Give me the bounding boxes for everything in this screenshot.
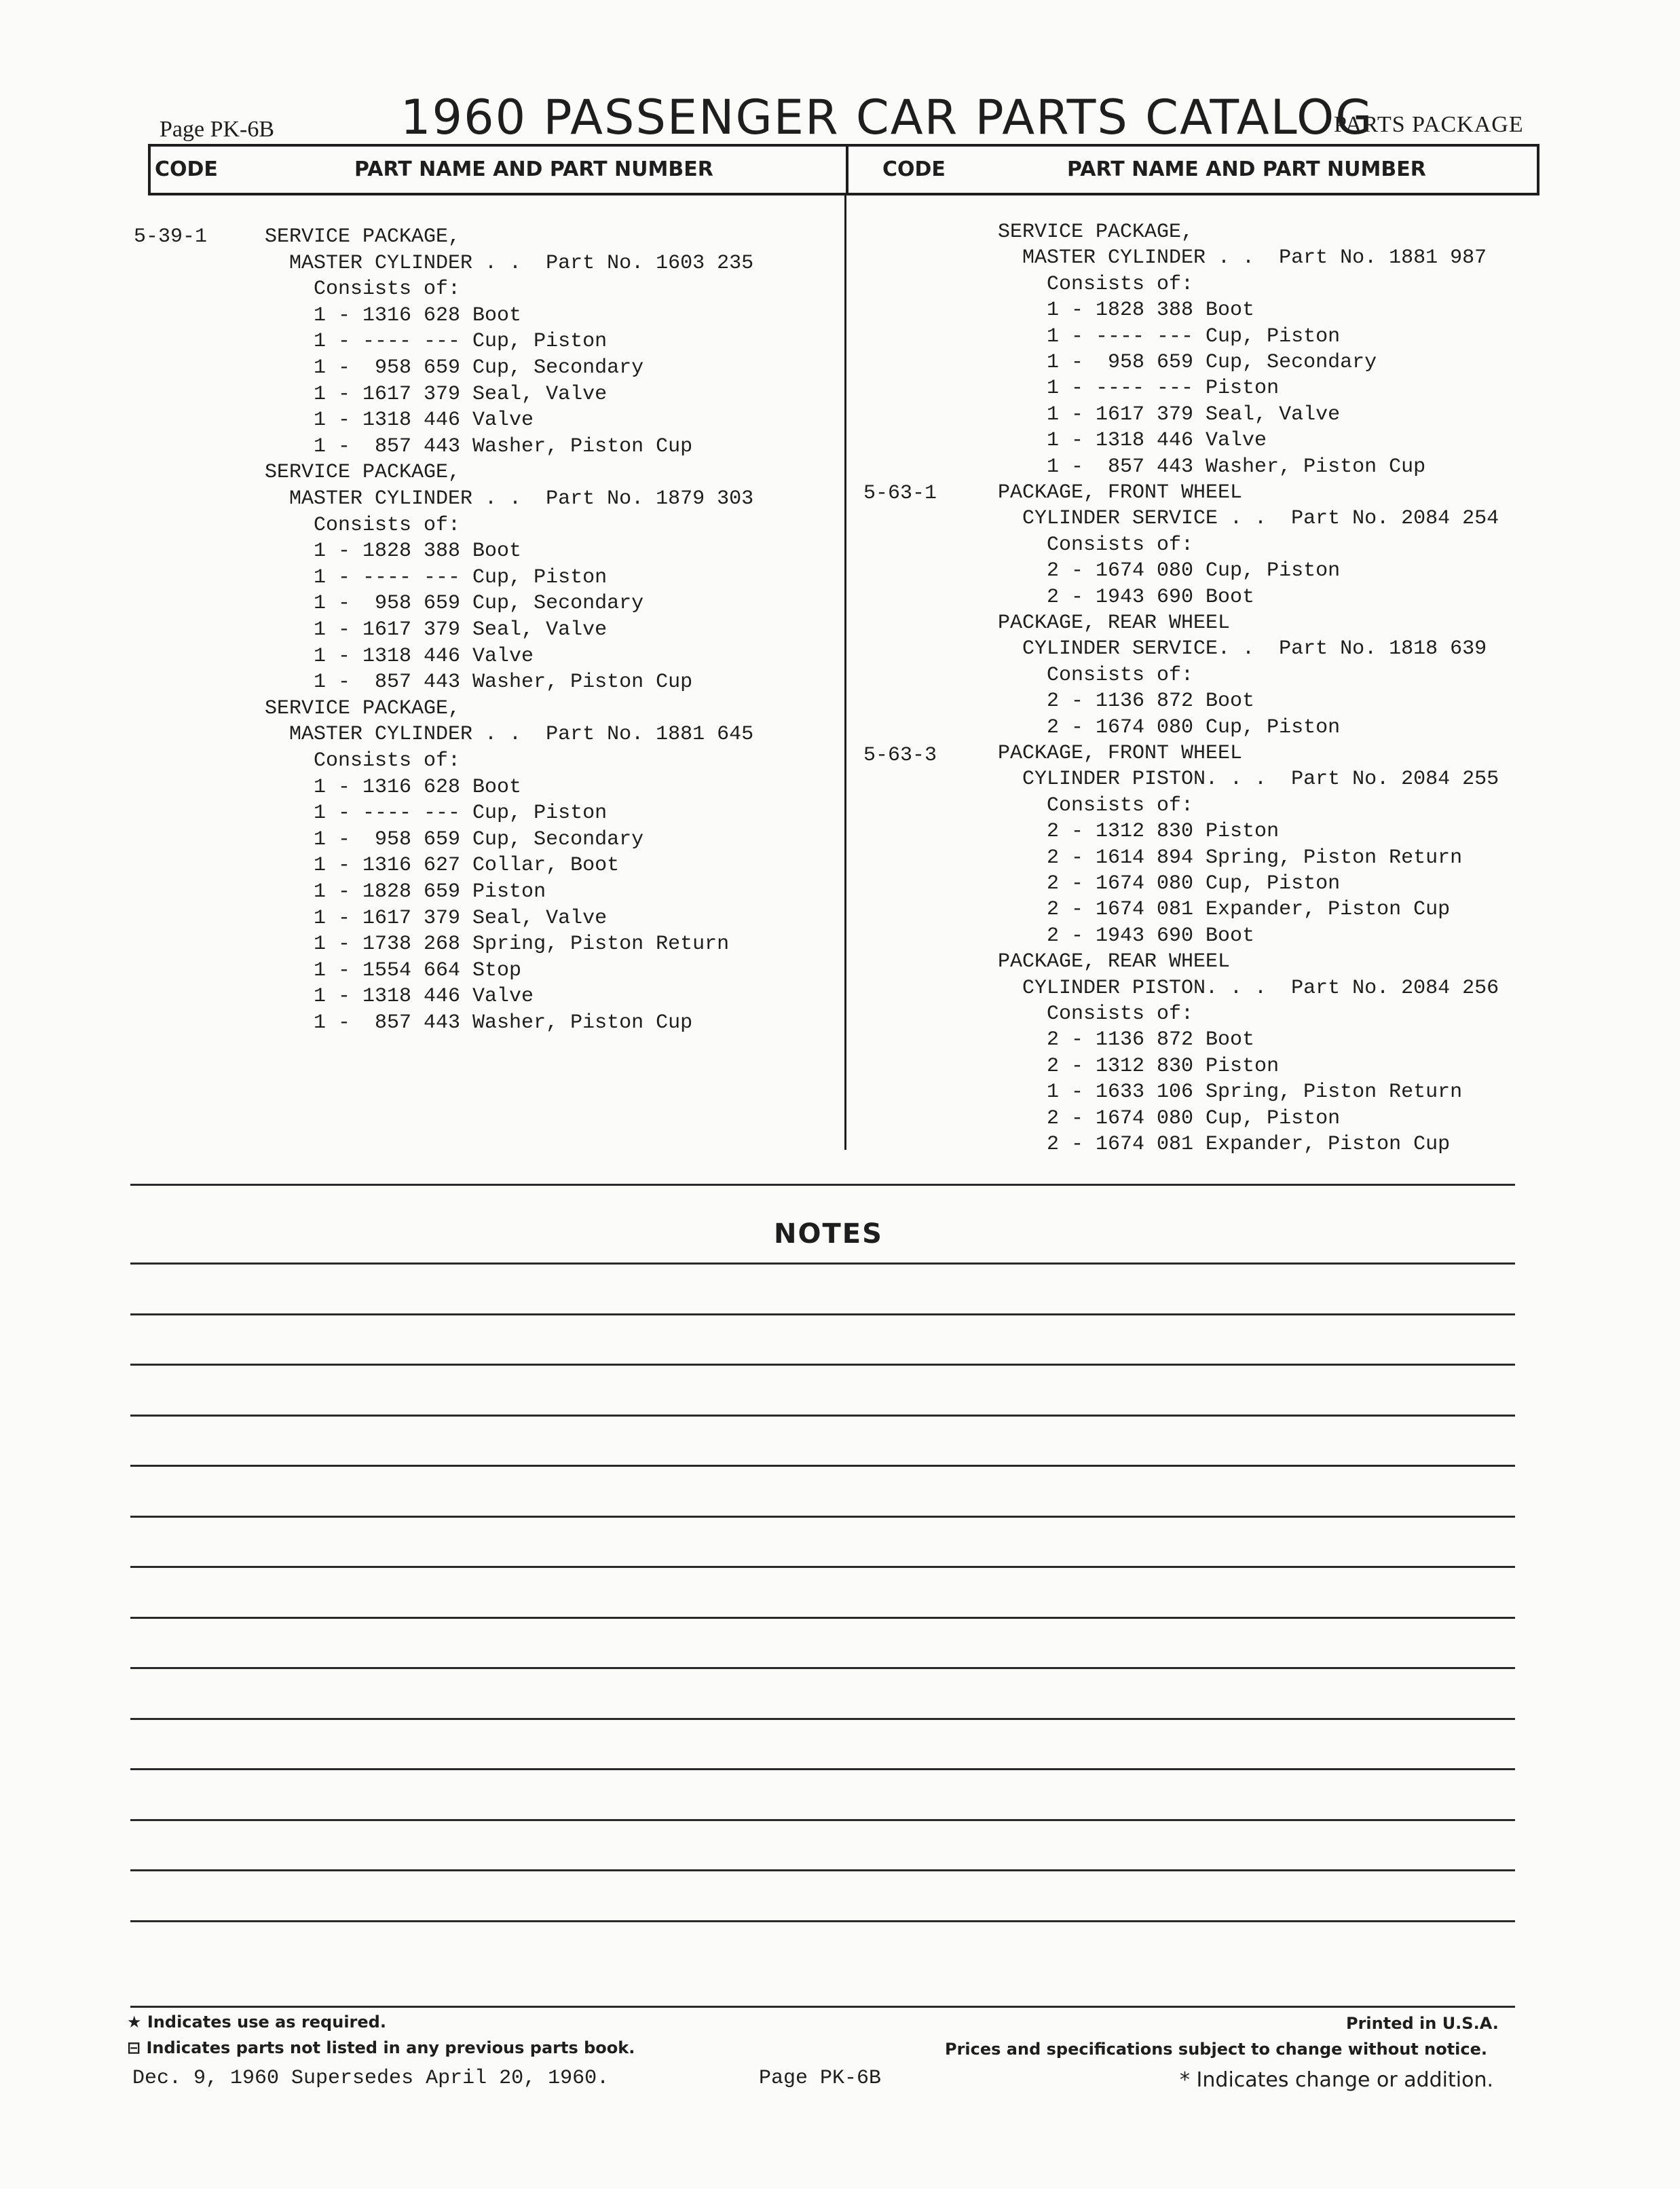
part-line: CYLINDER SERVICE. . Part No. 1818 639 [998,637,1487,661]
part-line: 1 - 1318 446 Valve [998,429,1267,453]
part-line: 1 - 1316 628 Boot [265,775,522,799]
part-line: PACKAGE, REAR WHEEL [998,950,1231,974]
part-line: 1 - 958 659 Cup, Secondary [265,356,644,379]
part-line: CYLINDER PISTON. . . Part No. 2084 256 [998,976,1499,1000]
table-header [148,144,1539,195]
part-line: 1 - 1828 388 Boot [265,540,522,563]
part-line: MASTER CYLINDER . . Part No. 1879 303 [265,487,754,510]
part-line: MASTER CYLINDER . . Part No. 1881 645 [265,723,754,747]
note-line [130,1617,1515,1619]
part-line: Consists of: [998,793,1194,817]
legend-star: ★ Indicates use as required. [127,2013,386,2032]
column-divider [844,195,846,1150]
part-line: 1 - 1617 379 Seal, Valve [265,906,608,930]
note-line [130,1364,1515,1366]
part-line: 2 - 1943 690 Boot [998,924,1255,948]
part-line: 1 - 1316 628 Boot [265,303,522,327]
code-cell: 5-39-1 [134,225,208,248]
part-line: 1 - 857 443 Washer, Piston Cup [265,671,693,694]
footer-page-label: Page PK-6B [759,2067,882,2090]
note-line [130,1262,1515,1265]
part-line: 1 - 958 659 Cup, Secondary [265,827,644,851]
part-line: 2 - 1674 080 Cup, Piston [998,715,1341,739]
note-line [130,1819,1515,1821]
section-label: PARTS PACKAGE [1334,112,1524,137]
part-line: 1 - 1318 446 Valve [265,985,534,1009]
note-line [130,1869,1515,1871]
part-line: 2 - 1614 894 Spring, Piston Return [998,846,1463,869]
notes-title: NOTES [774,1218,883,1250]
note-line [130,1313,1515,1315]
part-line: CYLINDER SERVICE . . Part No. 2084 254 [998,507,1499,531]
note-line [130,1516,1515,1518]
part-line: Consists of: [998,272,1194,296]
part-line: Consists of: [265,749,461,772]
part-line: 1 - 1617 379 Seal, Valve [265,382,608,406]
part-line: 1 - 1318 446 Valve [265,409,534,432]
part-line: SERVICE PACKAGE, [265,461,461,485]
part-line: MASTER CYLINDER . . Part No. 1881 987 [998,246,1487,270]
part-line: 2 - 1312 830 Piston [998,1054,1280,1078]
part-line: 1 - 1554 664 Stop [265,958,522,982]
part-line: SERVICE PACKAGE, [998,221,1194,244]
note-line [130,1718,1515,1720]
part-line: SERVICE PACKAGE, [265,225,461,248]
part-line: Consists of: [998,663,1194,687]
part-name-header-right: PART NAME AND PART NUMBER [1067,157,1426,181]
part-line: 2 - 1136 872 Boot [998,1028,1255,1052]
header-divider [846,147,848,195]
part-line: 2 - 1136 872 Boot [998,690,1255,713]
part-line: PACKAGE, FRONT WHEEL [998,742,1243,765]
code-header-left: CODE [155,157,218,181]
part-line: 1 - ---- --- Cup, Piston [265,802,608,825]
printed-in: Printed in U.S.A. [1346,2014,1499,2033]
part-line: 2 - 1674 080 Cup, Piston [998,559,1341,583]
note-line [130,1465,1515,1467]
notes-top-rule [130,1184,1515,1186]
part-line: 2 - 1943 690 Boot [998,585,1255,609]
page-title: 1960 PASSENGER CAR PARTS CATALOG [400,90,1374,145]
part-line: 2 - 1674 080 Cup, Piston [998,872,1341,895]
part-line: CYLINDER PISTON. . . Part No. 2084 255 [998,768,1499,791]
note-line [130,1667,1515,1669]
note-line [130,1920,1515,1922]
change-note: * Indicates change or addition. [1180,2068,1494,2092]
footer-rule [130,2006,1515,2008]
page-label: Page PK-6B [160,117,275,142]
part-line: 1 - 1617 379 Seal, Valve [998,403,1341,426]
part-line: 1 - ---- --- Cup, Piston [998,324,1341,348]
part-line: 1 - 1828 388 Boot [998,299,1255,322]
part-line: 1 - ---- --- Cup, Piston [265,565,608,589]
part-line: 1 - 857 443 Washer, Piston Cup [265,434,693,458]
part-line: Consists of: [998,1003,1194,1026]
part-line: Consists of: [265,513,461,537]
part-line: 1 - 1633 106 Spring, Piston Return [998,1081,1463,1104]
part-line: 1 - 1318 446 Valve [265,644,534,668]
part-line: Consists of: [998,533,1194,557]
part-line: 1 - ---- --- Cup, Piston [265,330,608,354]
part-line: 2 - 1674 080 Cup, Piston [998,1106,1341,1130]
note-line [130,1566,1515,1568]
part-line: PACKAGE, FRONT WHEEL [998,481,1243,504]
part-line: 2 - 1312 830 Piston [998,820,1280,844]
note-line [130,1768,1515,1770]
revision-date: Dec. 9, 1960 Supersedes April 20, 1960. [132,2067,610,2090]
part-line: 1 - 1828 659 Piston [265,880,546,903]
part-line: 1 - ---- --- Piston [998,377,1280,400]
part-line: 1 - 958 659 Cup, Secondary [998,351,1377,374]
part-line: 1 - 1738 268 Spring, Piston Return [265,933,730,956]
part-line: PACKAGE, REAR WHEEL [998,612,1231,635]
code-cell: 5-63-1 [863,482,937,505]
part-line: 2 - 1674 081 Expander, Piston Cup [998,898,1451,922]
legend-box: ⊟ Indicates parts not listed in any previous parts book. [127,2038,635,2057]
part-line: 1 - 1617 379 Seal, Valve [265,618,608,641]
prices-note: Prices and specifications subject to change without notice. [945,2040,1488,2059]
part-line: SERVICE PACKAGE, [265,696,461,720]
part-line: 2 - 1674 081 Expander, Piston Cup [998,1133,1451,1156]
note-line [130,1415,1515,1417]
part-line: MASTER CYLINDER . . Part No. 1603 235 [265,251,754,275]
part-name-header-left: PART NAME AND PART NUMBER [354,157,713,181]
part-line: 1 - 857 443 Washer, Piston Cup [265,1011,693,1034]
part-line: 1 - 1316 627 Collar, Boot [265,854,620,878]
part-line: 1 - 958 659 Cup, Secondary [265,592,644,616]
code-cell: 5-63-3 [863,744,937,767]
part-line: Consists of: [265,278,461,301]
code-header-right: CODE [882,157,946,181]
part-line: 1 - 857 443 Washer, Piston Cup [998,455,1426,479]
